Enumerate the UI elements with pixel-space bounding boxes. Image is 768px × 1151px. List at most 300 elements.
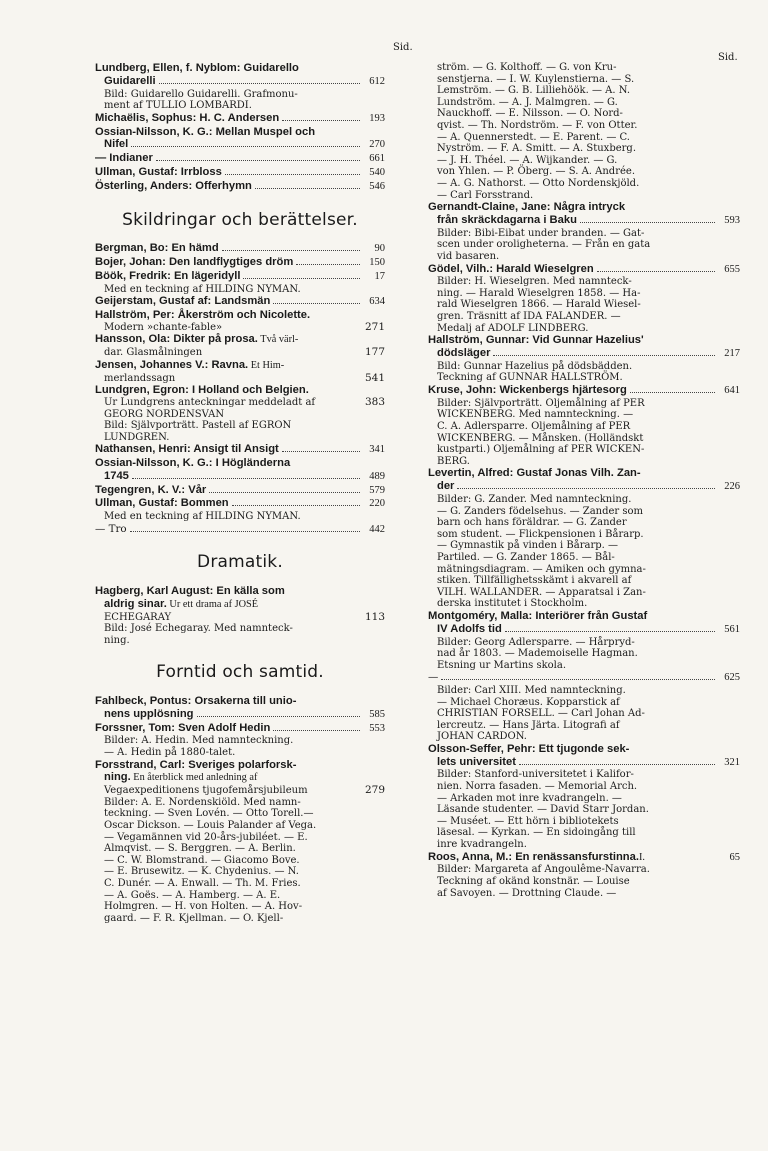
- entry-title: [95, 359, 385, 373]
- description-text: Med en teckning af HILDING NYMAN.: [104, 511, 301, 523]
- page-number: 217: [724, 348, 740, 360]
- leader-dots: [493, 355, 715, 356]
- description-line: [104, 878, 385, 890]
- description-line: [437, 372, 740, 384]
- description-line: [104, 373, 385, 385]
- description-text: Vegaexpeditionens tjugofemårsjubileum: [104, 785, 308, 797]
- description-line: [437, 288, 740, 300]
- entry-title-cont: [95, 138, 385, 152]
- entry-name: Forsstrand, Carl: Sveriges polarforsk-: [95, 758, 297, 771]
- page-number: 220: [369, 498, 385, 510]
- description-text: nien. Norra fasaden. — Memorial Arch.: [437, 781, 638, 793]
- description-text: CHRISTIAN FORSELL. — Carl Johan Ad-: [437, 708, 645, 720]
- leader-dots: [131, 146, 360, 147]
- entry-text: Österling, Anders: Offerhymn: [95, 179, 252, 192]
- description-line: [437, 648, 740, 660]
- entry-title: [428, 263, 740, 277]
- page-number: 113: [364, 610, 385, 623]
- entry-name: Lundgren, Egron: I Holland och Belgien.: [95, 384, 309, 397]
- description-line: [437, 637, 740, 649]
- entry-tail: Et Him-: [248, 359, 285, 371]
- entry-text: lets universitet: [437, 755, 516, 768]
- entry-name: Ossian-Nilsson, K. G.: Mellan Muspel och: [95, 125, 316, 138]
- entry-title: [95, 722, 385, 736]
- page-number: 546: [369, 180, 385, 192]
- description-text: inre kvadrangeln.: [437, 839, 527, 851]
- description-line: [104, 511, 385, 523]
- index-entry: [428, 743, 740, 851]
- entry-text: Bojer, Johan: Den landflygtiges dröm: [95, 255, 294, 268]
- leader-dots: [597, 271, 715, 272]
- description-text: WICKENBERG. — Månsken. (Holländskt: [437, 432, 644, 444]
- description-line: [437, 839, 740, 851]
- entry-text: — Tro: [95, 522, 127, 535]
- entry-title: [95, 126, 385, 139]
- index-entry: [95, 295, 385, 309]
- page-number: 579: [369, 484, 385, 496]
- description-text: merlandssagn: [104, 372, 176, 384]
- description-line: [437, 720, 740, 732]
- page-number: 561: [724, 623, 740, 635]
- page-number: 553: [369, 722, 385, 734]
- description-line: [437, 190, 740, 202]
- description-text: Teckning af okänd konstnär. — Louise: [437, 876, 630, 888]
- description-line: [437, 708, 740, 720]
- entry-title: [95, 333, 385, 347]
- description-text: som student. — Flickpensionen i Bårarp.: [437, 528, 644, 540]
- description-text: C. A. Adlersparre. Oljemålning af PER: [437, 421, 631, 433]
- entry-description: [428, 276, 740, 334]
- entry-text: IV Adolfs tid: [437, 622, 502, 635]
- description-line: [104, 100, 385, 112]
- entry-title: [95, 62, 385, 75]
- description-line: [104, 612, 385, 624]
- description-text: LUNDGREN.: [104, 431, 170, 443]
- description-text: Läsande studenter. — David Starr Jordan.: [437, 804, 649, 816]
- entry-title: [95, 384, 385, 397]
- description-text: Nyström. — F. A. Smitt. — A. Stuxberg.: [437, 143, 636, 155]
- description-text: Bilder: Bibi-Eibat under branden. — Gat-: [437, 227, 645, 239]
- entry-text: Böök, Fredrik: En lägeridyll: [95, 269, 241, 282]
- description-text: VILH. WALLANDER. — Apparatsal i Zan-: [437, 586, 646, 598]
- section-heading: Forntid och samtid.: [156, 662, 324, 683]
- description-text: WICKENBERG. Med namnteckning. —: [437, 409, 634, 421]
- leader-dots: [457, 488, 715, 489]
- entry-description: [428, 494, 740, 610]
- leader-dots: [222, 250, 360, 251]
- entry-title-cont: [95, 708, 385, 722]
- description-text: scen under oroligheterna. — Från en gata: [437, 239, 651, 251]
- page-number: 270: [369, 139, 385, 151]
- index-entry: [428, 384, 740, 467]
- page-number: 625: [724, 672, 740, 684]
- page-number: 541: [364, 371, 385, 384]
- page-number: 593: [724, 214, 740, 226]
- entry-name: Hansson, Ola: Dikter på prosa.: [95, 333, 258, 346]
- description-line: [437, 864, 740, 876]
- description-line: [104, 432, 385, 444]
- entry-text: dödsläger: [437, 347, 491, 360]
- description-text: C. Dunér. — A. Enwall. — Th. M. Fries.: [104, 877, 301, 889]
- description-text: Ur Lundgrens anteckningar meddeladt af: [104, 396, 316, 408]
- description-text: Bild: Självporträtt. Pastell af EGRON: [104, 420, 292, 432]
- description-line: [104, 89, 385, 101]
- description-line: [104, 409, 385, 421]
- leader-dots: [296, 264, 360, 265]
- leader-dots: [197, 716, 361, 717]
- page-number: 442: [369, 523, 385, 535]
- description-line: [104, 785, 385, 797]
- description-text: teckning. — Sven Lovén. — Otto Torell.—: [104, 808, 314, 820]
- description-line: [437, 804, 740, 816]
- entry-title: [95, 759, 385, 772]
- index-entry: [95, 126, 385, 153]
- index-entry: [95, 484, 385, 498]
- description-text: — A. Quennerstedt. — E. Parent. — C.: [437, 131, 630, 143]
- description-text: senstjerna. — I. W. Kuylenstierna. — S.: [437, 73, 635, 85]
- page-number: 341: [369, 444, 385, 456]
- page-number: 585: [369, 708, 385, 720]
- entry-text: — Indianer: [95, 152, 153, 165]
- description-text: kustparti.) Oljemålning af PER WICKEN-: [437, 444, 645, 456]
- description-line: [437, 517, 740, 529]
- entry-description: [95, 785, 385, 924]
- description-line: [104, 832, 385, 844]
- entry-name: Levertin, Alfred: Gustaf Jonas Vilh. Zan-: [428, 467, 641, 480]
- description-text: Modern »chante-fable»: [104, 321, 223, 333]
- entry-name: Hallström, Gunnar: Vid Gunnar Hazelius': [428, 334, 644, 347]
- description-text: Teckning af GUNNAR HALLSTRÖM.: [437, 372, 623, 384]
- index-entry: [95, 523, 385, 537]
- entry-title: [95, 180, 385, 194]
- entry-description: [95, 322, 385, 334]
- description-text: Bilder: Margareta af Angoulême-Navarra.: [437, 864, 650, 876]
- entry-title: [428, 743, 740, 756]
- index-entry: [95, 497, 385, 522]
- description-text: JOHAN CARDON.: [437, 731, 527, 743]
- description-text: Medalj af ADOLF LINDBERG.: [437, 322, 589, 334]
- description-text: Bild: Gunnar Hazelius på dödsbädden.: [437, 360, 633, 372]
- description-line: [437, 323, 740, 335]
- leader-dots: [630, 392, 715, 393]
- entry-description: [428, 62, 740, 201]
- description-text: Partiled. — G. Zander 1865. — Bål-: [437, 551, 615, 563]
- description-line: [104, 901, 385, 913]
- index-entry: [95, 585, 385, 646]
- description-line: [437, 398, 740, 410]
- page-number: 634: [369, 296, 385, 308]
- entry-description: [428, 685, 740, 743]
- description-text: — Arkaden mot inre kvadrangeln. —: [437, 792, 622, 804]
- leader-dots: [209, 492, 360, 493]
- entry-description: [428, 361, 740, 384]
- entry-text: Ullman, Gustaf: Bommen: [95, 497, 229, 510]
- entry-tail: En återblick med anledning af: [130, 772, 258, 784]
- entry-text: Tegengren, K. V.: Vår: [95, 483, 207, 496]
- description-line: [437, 155, 740, 167]
- description-text: Bilder: A. E. Nordenskiöld. Med namn-: [104, 796, 301, 808]
- index-entry: [95, 166, 385, 180]
- entry-title: [95, 242, 385, 256]
- page-number: 226: [724, 481, 740, 493]
- page-number: 271: [364, 320, 385, 333]
- description-line: [437, 433, 740, 445]
- entry-description: [95, 284, 385, 296]
- index-entry: [95, 457, 385, 484]
- description-text: gaard. — F. R. Kjellman. — O. Kjell-: [104, 912, 284, 924]
- description-text: GEORG NORDENSVAN: [104, 408, 225, 420]
- leader-dots: [232, 505, 360, 506]
- entry-tail: I.: [638, 851, 645, 863]
- description-text: ning.: [104, 634, 130, 646]
- entry-title: [95, 256, 385, 270]
- entry-title: [95, 523, 385, 537]
- description-text: Bild: José Echegaray. Med namnteck-: [104, 623, 293, 635]
- description-line: [104, 635, 385, 647]
- entry-description: [428, 637, 740, 672]
- description-text: — Gymnastik på vinden i Bårarp. —: [437, 540, 619, 552]
- description-line: [437, 178, 740, 190]
- description-text: von Yhlen. — P. Öberg. — S. A. Andrée.: [437, 166, 636, 178]
- entry-title: [428, 610, 740, 623]
- description-text: derska institutet i Stockholm.: [437, 598, 588, 610]
- index-entry: [428, 334, 740, 384]
- entry-title-cont: [95, 771, 385, 785]
- section-heading: Dramatik.: [197, 552, 283, 573]
- page-number: 655: [724, 263, 740, 275]
- description-line: [437, 97, 740, 109]
- page-number: 90: [374, 243, 385, 255]
- entry-title: [95, 152, 385, 166]
- entry-description: [95, 89, 385, 112]
- description-text: Lemström. — G. B. Lilliehöök. — A. N.: [437, 85, 631, 97]
- description-line: [437, 685, 740, 697]
- entry-title: [95, 309, 385, 322]
- page-number: 177: [364, 346, 385, 359]
- description-line: [437, 587, 740, 599]
- description-text: Bilder: H. Wieselgren. Med namnteck-: [437, 276, 632, 288]
- entry-title-cont: [428, 756, 740, 770]
- description-line: [437, 311, 740, 323]
- section-heading: Skildringar och berättelser.: [122, 209, 358, 230]
- leader-dots: [505, 631, 715, 632]
- description-line: [437, 494, 740, 506]
- entry-text: Kruse, John: Wickenbergs hjärtesorg: [428, 384, 627, 397]
- description-line: [104, 890, 385, 902]
- description-text: Bilder: Stanford-universitetet i Kalifor-: [437, 769, 634, 781]
- description-line: [104, 855, 385, 867]
- description-line: [437, 421, 740, 433]
- description-line: [437, 769, 740, 781]
- entry-description: [95, 397, 385, 443]
- leader-dots: [255, 188, 360, 189]
- index-entry: [95, 695, 385, 722]
- entry-text: Gödel, Vilh.: Harald Wieselgren: [428, 262, 594, 275]
- entry-title-cont: [95, 75, 385, 89]
- description-text: läsesal. — Kyrkan. — En sidoingång till: [437, 827, 636, 839]
- entry-title: [95, 457, 385, 470]
- index-entry: [428, 610, 740, 671]
- entry-name: Fahlbeck, Pontus: Orsakerna till unio-: [95, 695, 297, 708]
- leader-dots: [282, 120, 360, 121]
- description-line: [437, 888, 740, 900]
- page-header-sid-right: Sid.: [718, 52, 738, 63]
- description-line: [104, 284, 385, 296]
- description-line: [437, 506, 740, 518]
- description-line: [437, 816, 740, 828]
- page-number: 383: [364, 395, 385, 408]
- description-text: Med en teckning af HILDING NYMAN.: [104, 283, 301, 295]
- entry-name: Olsson-Seffer, Pehr: Ett tjugonde sek-: [428, 742, 630, 755]
- entry-title-cont: [428, 347, 740, 361]
- description-text: qvist. — Th. Nordström. — F. von Otter.: [437, 119, 638, 131]
- entry-title-cont: [95, 470, 385, 484]
- description-text: rald Wieselgren 1866. — Harald Wiesel-: [437, 299, 641, 311]
- entry-description: [428, 228, 740, 263]
- description-text: — G. Zanders födelsehus. — Zander som: [437, 505, 644, 517]
- entry-name: Roos, Anna, M.: En renässansfurstinna.: [428, 850, 639, 863]
- entry-description: [95, 373, 385, 385]
- entry-text: Ullman, Gustaf: Irrbloss: [95, 165, 222, 178]
- description-line: [437, 166, 740, 178]
- leader-dots: [159, 83, 360, 84]
- description-text: gren. Träsnitt af IDA FALANDER. —: [437, 311, 621, 323]
- index-entry: [95, 256, 385, 270]
- description-line: [437, 132, 740, 144]
- index-entry: [428, 263, 740, 335]
- description-line: [104, 808, 385, 820]
- entry-description: [95, 511, 385, 523]
- description-line: [104, 843, 385, 855]
- index-entry: [428, 671, 740, 743]
- description-line: [104, 866, 385, 878]
- description-line: [104, 913, 385, 925]
- description-text: BERG.: [437, 455, 470, 467]
- description-text: — A. Goës. — A. Hamberg. — A. E.: [104, 889, 281, 901]
- description-line: [437, 575, 740, 587]
- description-text: Bilder: G. Zander. Med namnteckning.: [437, 494, 632, 505]
- entry-title: [95, 497, 385, 511]
- description-line: [437, 456, 740, 468]
- leader-dots: [156, 160, 360, 161]
- description-line: [104, 735, 385, 747]
- page-number: 17: [374, 270, 385, 282]
- entry-text: —: [428, 671, 439, 684]
- description-text: — Vegamännen vid 20-års-jubiléet. — E.: [104, 831, 308, 843]
- description-line: [437, 62, 740, 74]
- description-line: [104, 797, 385, 809]
- entry-name: aldrig sinar.: [104, 597, 167, 610]
- description-text: — C. W. Blomstrand. — Giacomo Bove.: [104, 854, 300, 866]
- page-number: 661: [369, 153, 385, 165]
- index-entry: [95, 112, 385, 126]
- description-line: [437, 697, 740, 709]
- entry-title: [428, 671, 740, 685]
- description-text: ström. — G. Kolthoff. — G. von Kru-: [437, 62, 617, 73]
- index-entry: [95, 759, 385, 925]
- description-text: Holmgren. — H. von Holten. — A. Hov-: [104, 901, 303, 913]
- index-entry: [95, 333, 385, 358]
- entry-title: [95, 270, 385, 284]
- description-text: — J. H. Théel. — A. Wijkander. — G.: [437, 154, 618, 166]
- entry-name: Hallström, Per: Åkerström och Nicolette.: [95, 308, 311, 321]
- description-text: Bilder: A. Hedin. Med namnteckning.: [104, 735, 294, 747]
- description-text: — Michael Choræus. Kopparstick af: [437, 696, 620, 708]
- index-entry: [95, 309, 385, 333]
- description-text: ECHEGARAY: [104, 611, 172, 623]
- page-header-sid-left: Sid.: [393, 42, 413, 53]
- index-entry: [95, 359, 385, 384]
- description-text: vid basaren.: [437, 250, 500, 262]
- leader-dots: [580, 222, 715, 223]
- description-line: [437, 793, 740, 805]
- entry-title: [428, 467, 740, 480]
- entry-title-cont: [428, 214, 740, 228]
- index-entry: [428, 851, 740, 900]
- entry-text: Guidarelli: [104, 74, 156, 87]
- entry-title: [95, 443, 385, 457]
- leader-dots: [282, 451, 360, 452]
- description-text: — A. G. Nathorst. — Otto Nordenskjöld.: [437, 177, 640, 189]
- entry-title: [428, 851, 740, 865]
- description-text: ning. — Harald Wieselgren 1858. — Ha-: [437, 287, 641, 299]
- description-line: [437, 108, 740, 120]
- entry-text: 1745: [104, 469, 129, 482]
- leader-dots: [519, 764, 715, 765]
- entry-title-cont: [428, 480, 740, 494]
- entry-tail: Två värl-: [257, 334, 299, 346]
- entry-name: Jensen, Johannes V.: Ravna.: [95, 358, 249, 371]
- leader-dots: [132, 478, 360, 479]
- description-line: [104, 623, 385, 635]
- description-line: [104, 820, 385, 832]
- entry-title: [95, 484, 385, 498]
- index-entry: [95, 62, 385, 112]
- description-text: — Carl Forsstrand.: [437, 189, 534, 201]
- left-column: [95, 62, 385, 924]
- description-line: [437, 74, 740, 86]
- description-line: [437, 731, 740, 743]
- leader-dots: [225, 174, 360, 175]
- entry-description: [95, 612, 385, 647]
- entry-title: [428, 384, 740, 398]
- description-line: [437, 876, 740, 888]
- page-number: 540: [369, 166, 385, 178]
- description-line: [104, 397, 385, 409]
- description-line: [437, 85, 740, 97]
- index-entry: [428, 467, 740, 610]
- description-line: [437, 143, 740, 155]
- index-entry: [95, 242, 385, 256]
- description-line: [437, 781, 740, 793]
- description-text: Lundström. — A. J. Malmgren. — G.: [437, 96, 618, 108]
- description-text: nad år 1803. — Mademoiselle Hagman.: [437, 648, 638, 660]
- entry-text: Bergman, Bo: En hämd: [95, 242, 219, 255]
- page-number: 641: [724, 385, 740, 397]
- description-text: — E. Brusewitz. — K. Chydenius. — N.: [104, 866, 299, 878]
- entry-text: Nathansen, Henri: Ansigt til Ansigt: [95, 443, 279, 456]
- description-text: Bilder: Georg Adlersparre. — Hårpryd-: [437, 636, 635, 648]
- description-text: Nauckhoff. — E. Nilsson. — O. Nord-: [437, 108, 623, 120]
- description-line: [437, 228, 740, 240]
- entry-text: Nifel: [104, 138, 129, 151]
- page-number: 321: [724, 756, 740, 768]
- description-line: [437, 540, 740, 552]
- description-text: af Savoyen. — Drottning Claude. —: [437, 887, 617, 899]
- leader-dots: [273, 730, 360, 731]
- entry-name: Ossian-Nilsson, K. G.: I Högländerna: [95, 457, 291, 470]
- entry-description: [428, 398, 740, 468]
